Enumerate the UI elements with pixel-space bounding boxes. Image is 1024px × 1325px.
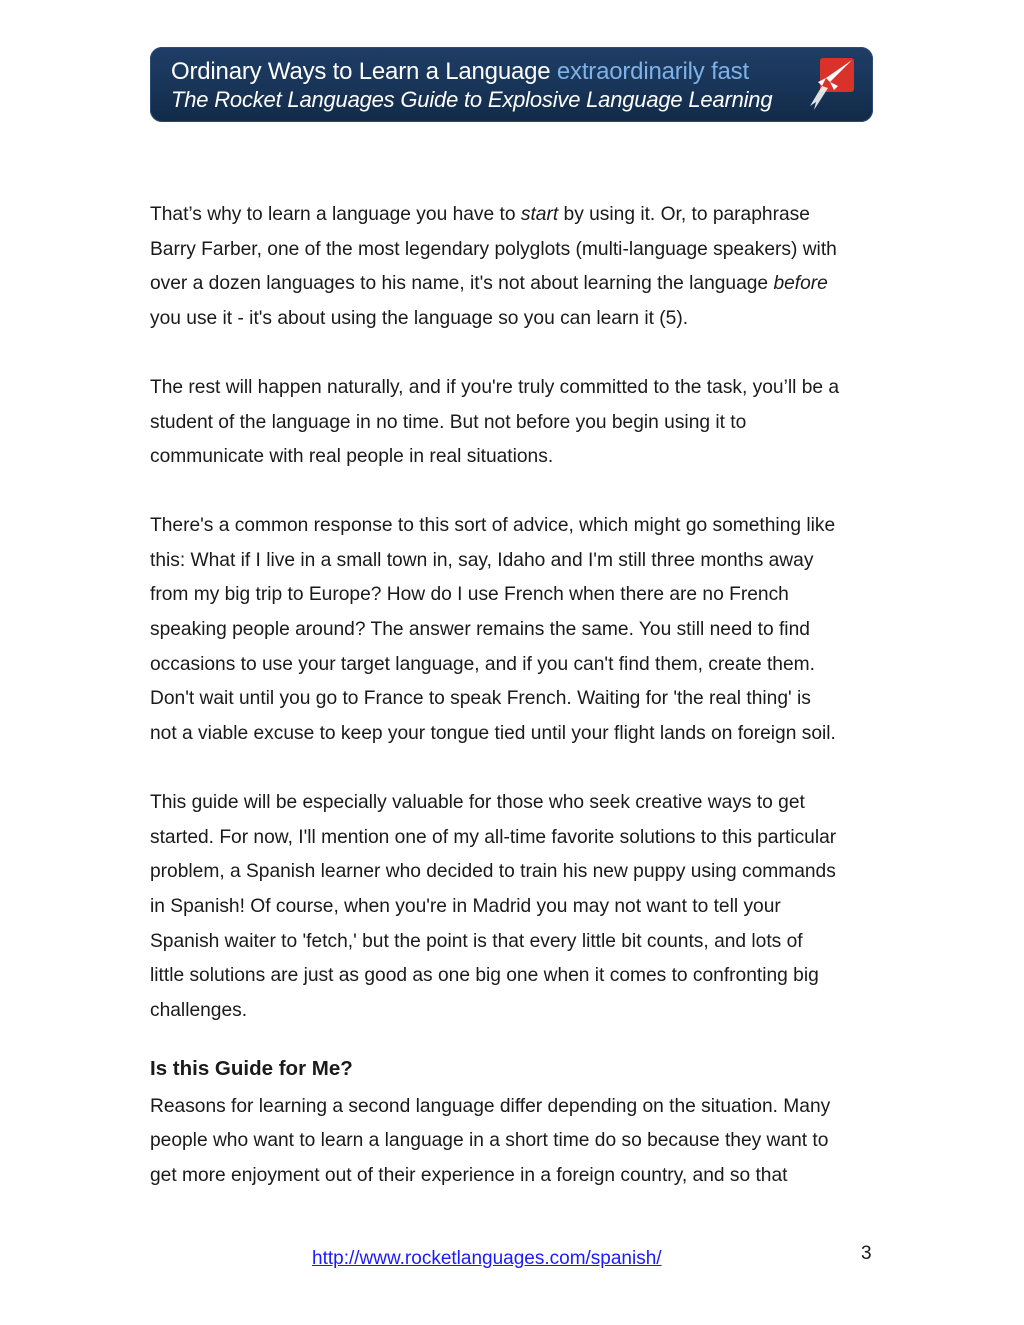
emphasis-before: before — [773, 273, 828, 295]
paragraph-5 — [150, 1090, 880, 1194]
text-line: Spanish waiter to 'fetch,' but the point is that every little bit counts, and lots of — [150, 930, 803, 952]
rocket-icon — [808, 56, 856, 112]
text-line: challenges. — [150, 1000, 248, 1022]
paragraph-2 — [150, 371, 880, 475]
paragraph-4 — [150, 786, 880, 1029]
text-line: There's a common response to this sort of advice, which might go something like — [150, 514, 836, 536]
banner-title-line — [171, 58, 749, 86]
text-line: student of the language in no time. But not before you begin using it to — [150, 411, 747, 433]
text-line: people who want to learn a language in a short time do so because they want to — [150, 1130, 829, 1152]
text-line: communicate with real people in real situations. — [150, 446, 554, 468]
text-line: The rest will happen naturally, and if you're truly committed to the task, you’ll be a — [150, 376, 840, 398]
text-run: That’s why to learn a language you have to — [150, 204, 521, 225]
text-line: speaking people around? The answer remains the same. You still need to find — [150, 619, 810, 641]
text-run: by using it. Or, to paraphrase — [558, 204, 810, 225]
text-line: you use it - it's about using the language so you can learn it (5). — [150, 308, 689, 330]
emphasis-start: start — [520, 204, 559, 225]
text-line: from my big trip to Europe? How do I use French when there are no French — [150, 584, 789, 606]
banner-title: Ordinary Ways to Learn a Language — [171, 58, 551, 85]
text-line: Don't wait until you go to France to speak French. Waiting for 'the real thing' is — [150, 688, 811, 710]
text-line — [150, 198, 880, 233]
text-line: in Spanish! Of course, when you're in Madrid you may not want to tell your — [150, 895, 781, 917]
text-line: Reasons for learning a second language differ depending on the situation. Many — [150, 1095, 831, 1117]
text-line: not a viable excuse to keep your tongue tied until your flight lands on foreign soil. — [150, 723, 836, 745]
text-line — [150, 267, 880, 302]
text-line: this: What if I live in a small town in, say, Idaho and I'm still three months away — [150, 549, 814, 571]
section-heading: Is this Guide for Me? — [150, 1056, 353, 1080]
text-line: occasions to use your target language, and if you can't find them, create them. — [150, 653, 815, 675]
text-line: problem, a Spanish learner who decided to train his new puppy using commands — [150, 861, 836, 883]
text-line: Barry Farber, one of the most legendary polyglots (multi-language speakers) with — [150, 238, 837, 260]
paragraph-1 — [150, 198, 880, 337]
page-number: 3 — [861, 1243, 872, 1264]
banner-title-accent: extraordinarily fast — [556, 58, 749, 85]
rocket-logo-flame — [810, 86, 828, 110]
footer-link[interactable]: http://www.rocketlanguages.com/spanish/ — [312, 1248, 662, 1269]
text-run: over a dozen languages to his name, it's not about learning the language — [150, 273, 774, 295]
banner-subtitle: The Rocket Languages Guide to Explosive Language Learning — [171, 87, 773, 112]
document-body — [150, 198, 880, 1228]
header-banner — [150, 47, 873, 122]
text-line: little solutions are just as good as one big one when it comes to confronting big — [150, 965, 819, 987]
paragraph-3 — [150, 509, 880, 752]
text-line: get more enjoyment out of their experience in a foreign country, and so that — [150, 1165, 788, 1187]
text-line: This guide will be especially valuable for those who seek creative ways to get — [150, 791, 805, 813]
text-line: started. For now, I'll mention one of my all-time favorite solutions to this particular — [150, 826, 837, 848]
